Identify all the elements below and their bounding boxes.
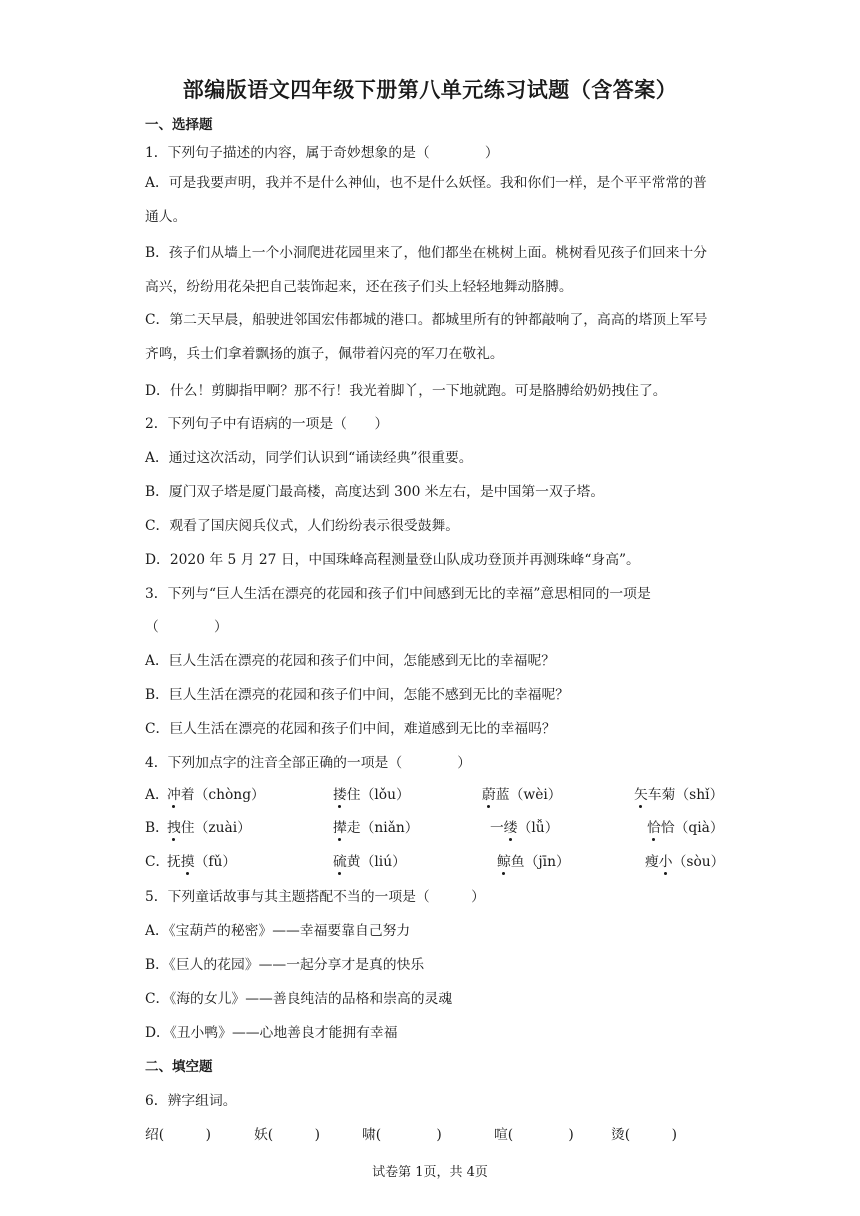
- question-2-option-d: D．2020 年 5 月 27 日，中国珠峰高程测量登山队成功登顶并再测珠峰“身高”。: [145, 552, 640, 568]
- dotted-char: 恰: [647, 816, 661, 836]
- page-footer: 试卷第 1页，共 4页: [372, 1165, 488, 1180]
- section-heading-fill: 二、填空题: [145, 1059, 213, 1075]
- dotted-char: 摸: [181, 850, 195, 870]
- question-3-option-b: B．巨人生活在漂亮的花园和孩子们中间，怎能不感到无比的幸福呢？: [145, 687, 570, 703]
- section-heading-choice: 一、选择题: [145, 117, 213, 133]
- question-4-row-b-item-4: 恰恰（qià）: [647, 816, 724, 836]
- page-title: 部编版语文四年级下册第八单元练习试题（含答案）: [182, 78, 678, 102]
- dotted-char: 矢: [634, 783, 648, 803]
- question-5-stem: 5．下列童话故事与其主题搭配不当的一项是（ ）: [145, 889, 485, 905]
- question-4-row-b-item-3: 一缕（lǚ）: [490, 816, 559, 836]
- question-2-option-a: A．通过这次活动，同学们认识到“诵读经典”很重要。: [145, 450, 473, 466]
- dotted-char: 缕: [504, 816, 518, 836]
- dotted-char: 小: [659, 850, 673, 870]
- question-2-stem: 2．下列句子中有语病的一项是（ ）: [145, 416, 389, 432]
- question-6-blank-4: 喧( ): [494, 1127, 574, 1143]
- question-1-option-a: A．可是我要声明，我并不是什么神仙，也不是什么妖怪。我和你们一样，是个平平常常的普通人。: [145, 175, 707, 225]
- dotted-char: 搂: [333, 783, 347, 803]
- question-6-blank-3: 啸( ): [362, 1127, 442, 1143]
- question-6-stem: 6．辨字组词。: [145, 1093, 237, 1109]
- question-3-stem-blank: （ ）: [145, 619, 228, 635]
- dotted-char: 冲: [167, 783, 181, 803]
- dotted-char: 硫: [333, 850, 347, 870]
- question-1-stem: 1．下列句子描述的内容，属于奇妙想象的是（ ）: [145, 145, 499, 161]
- question-4-row-a-item-1: 冲着（chòng）: [167, 783, 265, 803]
- dotted-char: 拽: [167, 816, 181, 836]
- question-3-option-c: C．巨人生活在漂亮的花园和孩子们中间，难道感到无比的幸福吗？: [145, 721, 556, 737]
- question-6-blank-1: 绍( ): [145, 1127, 211, 1143]
- question-4-stem: 4．下列加点字的注音全部正确的一项是（ ）: [145, 755, 472, 771]
- question-4-row-c-label: C．: [145, 854, 170, 870]
- dotted-char: 蔚: [482, 783, 496, 803]
- question-4-row-a-item-3: 蔚蓝（wèi）: [482, 783, 562, 803]
- question-2-option-c: C．观看了国庆阅兵仪式，人们纷纷表示很受鼓舞。: [145, 518, 460, 534]
- question-4-row-c-item-1: 抚摸（fǔ）: [167, 850, 236, 870]
- question-6-blank-2: 妖( ): [254, 1127, 320, 1143]
- question-3-option-a: A．巨人生活在漂亮的花园和孩子们中间，怎能感到无比的幸福呢？: [145, 653, 556, 669]
- question-4-row-a-label: A．: [145, 787, 169, 803]
- question-5-option-c: C．《海的女儿》——善良纯洁的品格和崇高的灵魂: [145, 991, 453, 1007]
- question-4-row-a-item-4: 矢车菊（shǐ）: [634, 783, 723, 803]
- question-2-option-b: B．厦门双子塔是厦门最高楼，高度达到 300 米左右，是中国第一双子塔。: [145, 484, 605, 500]
- question-6-blank-5: 烫( ): [611, 1127, 677, 1143]
- dotted-char: 鲸: [497, 850, 511, 870]
- question-4-row-a-item-2: 搂住（lǒu）: [333, 783, 410, 803]
- question-4-row-b-label: B．: [145, 820, 169, 836]
- question-1-option-b: B．孩子们从墙上一个小洞爬进花园里来了，他们都坐在桃树上面。桃树看见孩子们回来十分高兴，纷纷用花朵把自己装饰起来，还在孩子们头上轻轻地舞动胳膊。: [145, 245, 708, 295]
- question-5-option-a: A．《宝葫芦的秘密》——幸福要靠自己努力: [145, 923, 411, 939]
- question-3-stem: 3．下列与“巨人生活在漂亮的花园和孩子们中间感到无比的幸福”意思相同的一项是: [145, 586, 651, 602]
- dotted-char: 撵: [333, 816, 347, 836]
- question-4-row-b-item-1: 拽住（zuài）: [167, 816, 251, 836]
- question-1-option-d: D．什么！剪脚指甲啊？那不行！我光着脚丫，一下地就跑。可是胳膊给奶奶拽住了。: [145, 383, 667, 399]
- question-4-row-c-item-2: 硫黄（liú）: [333, 850, 406, 870]
- question-5-option-d: D．《丑小鸭》——心地善良才能拥有幸福: [145, 1025, 398, 1041]
- question-4-row-c-item-4: 瘦小（sòu）: [645, 850, 724, 870]
- question-1-option-c: C．第二天早晨，船驶进邻国宏伟都城的港口。都城里所有的钟都敲响了，高高的塔顶上军号齐鸣，兵士们拿着飘扬的旗子，佩带着闪亮的军刀在敬礼。: [145, 312, 708, 362]
- question-4-row-b-item-2: 撵走（niǎn）: [333, 816, 419, 836]
- question-5-option-b: B．《巨人的花园》——一起分享才是真的快乐: [145, 957, 425, 973]
- question-4-row-c-item-3: 鲸鱼（jīn）: [497, 850, 570, 870]
